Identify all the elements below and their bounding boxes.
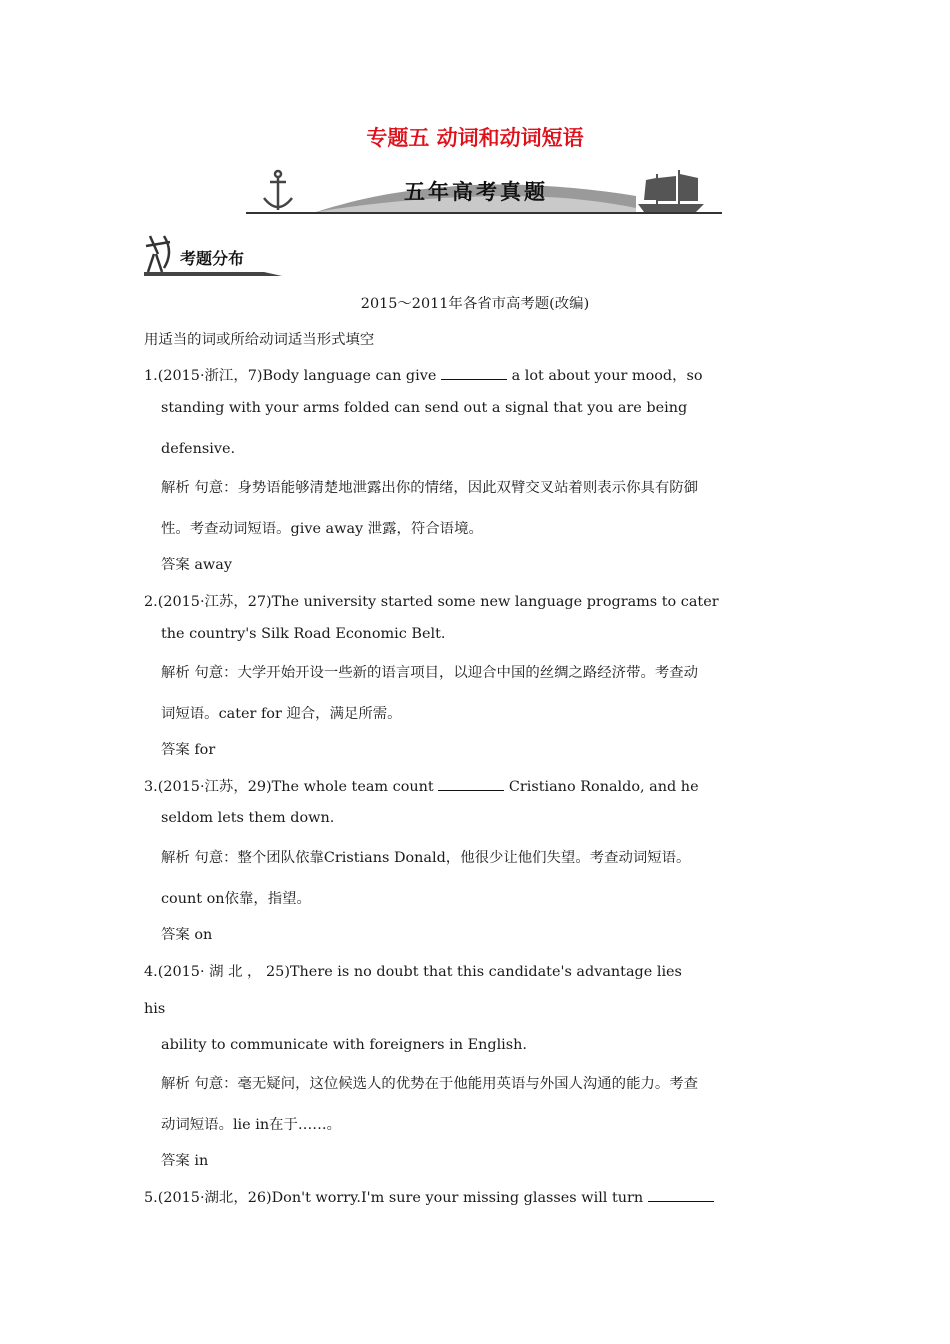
banner-title: 五年高考真题 [404,180,548,204]
question-1 [144,364,703,385]
analysis-text: 动词短语。lie in在于……。 [161,1117,342,1133]
analysis-text: 词短语。cater for 迎合，满足所需。 [161,706,402,722]
question-text: 1.(2015·浙江，7)Body language can give [144,368,437,384]
archer-icon [146,236,170,272]
question-text: 5.(2015·湖北，26)Don't worry.I'm sure your missing glasses will turn [144,1190,644,1206]
question-text: ability to communicate with foreigners in English. [161,1037,528,1053]
analysis-text: 解析 句意：大学开始开设一些新的语言项目，以迎合中国的丝绸之路经济带。考查动 [161,665,699,681]
answer-text: 答案 in [161,1153,209,1169]
answer-blank [441,367,507,380]
answer-text: 答案 away [161,557,232,573]
section-heading: 考题分布 [180,249,245,268]
question-3 [144,775,699,796]
analysis-text: count on依靠，指望。 [161,891,311,907]
question-text: seldom lets them down. [161,810,335,826]
anchor-icon [264,171,292,210]
instruction: 用适当的词或所给动词适当形式填空 [144,332,375,348]
question-5 [144,1186,714,1207]
question-4: 4.(2015· 湖 北 ， 25)There is no doubt that this candidate's advantage lies [144,964,682,980]
source-line: 2015～2011年各省市高考题(改编) [360,296,590,312]
question-text: defensive. [161,441,236,457]
question-text: a lot about your mood，so [511,368,703,384]
answer-text: 答案 on [161,927,213,943]
analysis-text: 解析 句意：整个团队依靠Cristians Donald，他很少让他们失望。考查动词短语。 [161,850,691,866]
question-text: Cristiano Ronaldo, and he [508,779,699,795]
page-title: 专题五 动词和动词短语 [366,126,584,150]
ship-icon [638,170,704,212]
question-text: standing with your arms folded can send out a signal that you are being [161,400,688,416]
question-text: the country's Silk Road Economic Belt. [161,626,446,642]
analysis-text: 解析 句意：身势语能够清楚地泄露出你的情绪，因此双臂交叉站着则表示你具有防御 [161,480,699,496]
answer-blank [648,1189,714,1202]
analysis-text: 解析 句意：毫无疑问，这位候选人的优势在于他能用英语与外国人沟通的能力。考查 [161,1076,699,1092]
answer-text: 答案 for [161,742,216,758]
question-text: 3.(2015·江苏，29)The whole team count [144,779,434,795]
answer-blank [438,778,504,791]
analysis-text: 性。考查动词短语。give away 泄露，符合语境。 [161,521,483,537]
question-text: his [144,1001,166,1017]
question-2: 2.(2015·江苏，27)The university started some new language programs to cater [144,594,719,610]
